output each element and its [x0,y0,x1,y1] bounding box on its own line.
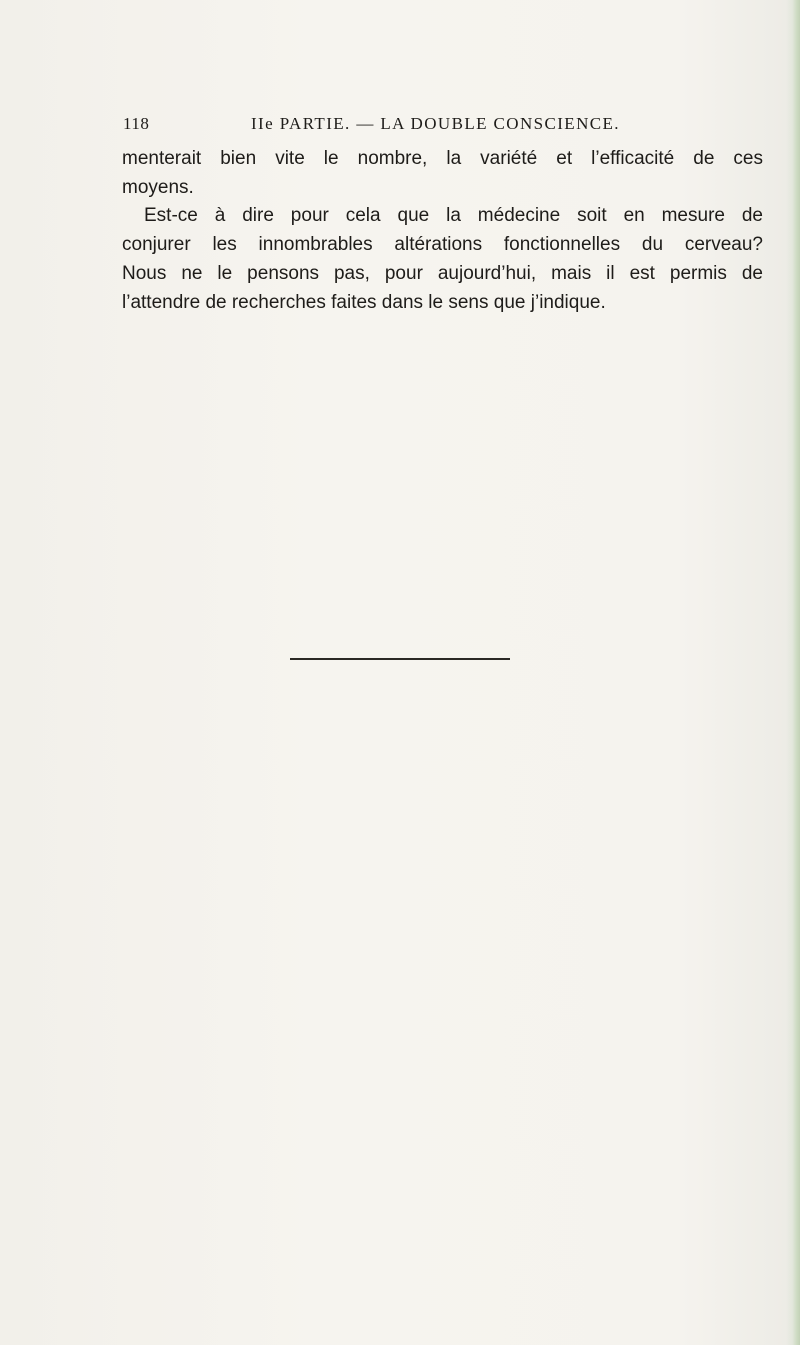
text-line: Nous ne le pensons pas, pour aujourd’hui, mais il est permis de [122,262,763,284]
page-edge [786,0,800,1345]
running-title: IIe PARTIE. — LA DOUBLE CONSCIENCE. [251,114,620,133]
running-header [0,114,800,140]
body-text [122,145,763,317]
text-line: conjurer les innombrables altérations fonctionnelles du cerveau? [122,234,763,256]
text-line: moyens. [122,176,194,198]
section-end-rule [290,658,510,660]
text-line: Est-ce à dire pour cela que la médecine soit en mesure de [144,205,763,227]
text-line: l’attendre de recherches faites dans le sens que j’indique. [122,291,606,313]
text-line: menterait bien vite le nombre, la variété et l’efficacité de ces [122,148,763,169]
page-number: 118 [123,114,150,133]
